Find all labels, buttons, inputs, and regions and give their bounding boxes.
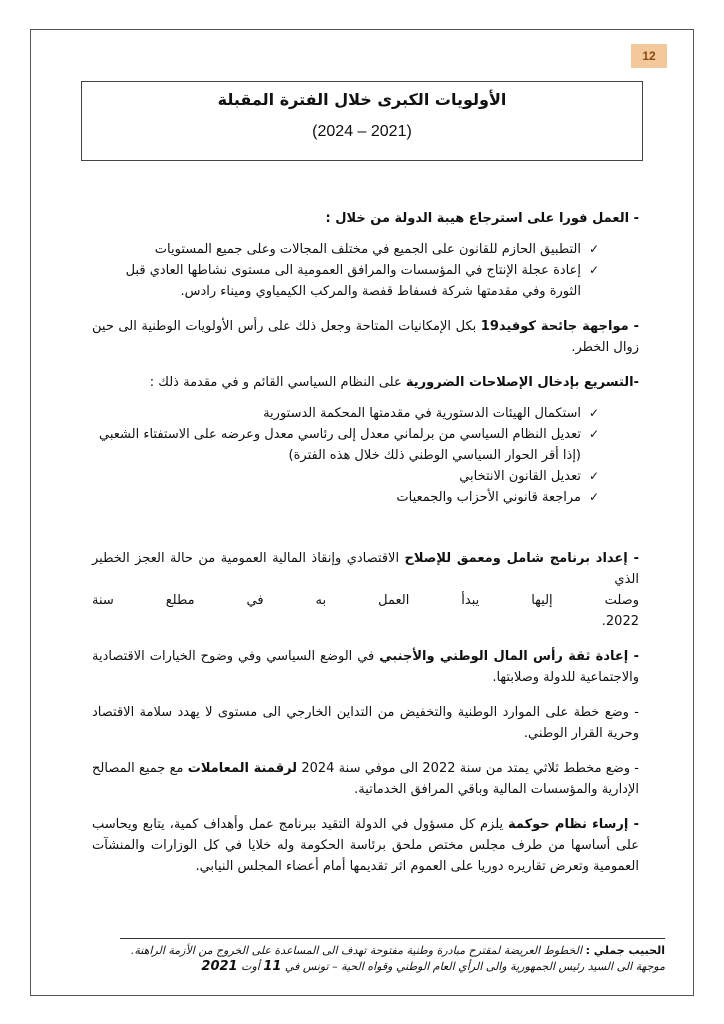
- check-icon: ✓: [588, 427, 599, 441]
- check-icon: ✓: [588, 263, 599, 277]
- section-reform-program: - إعداد برنامج شامل ومعمق للإصلاح الاقتصادي وإنقاذ المالية العمومية من حالة العجز الخطير الذي: [92, 551, 639, 587]
- reforms-list: [92, 403, 639, 508]
- list-item: ✓ تعديل القانون الانتخابي: [92, 466, 599, 487]
- state-authority-list: [92, 239, 639, 302]
- section-reform-program-line3: 2022.: [601, 614, 639, 629]
- section-governance: - إرساء نظام حوكمة يلزم كل مسؤول في الدولة التقيد ببرنامج عمل وأهداف كمية، يتابع ويحاسب على أساسها من طرف مجلس مختص ملحق برئاسة الحكومة وله خلايا في كل الوزارات والمنشآت العمومية وتعرض تقاريره دوريا على العموم اثر تقديمها أمام أعضاء المجلس النيابي.: [92, 817, 640, 874]
- section-reforms: -التسريع بإدخال الإصلاحات الضرورية على النظام السياسي القائم و في مقدمة ذلك :: [149, 375, 639, 390]
- section-heading-state-authority: - العمل فورا على استرجاع هيبة الدولة من خلال :: [325, 211, 639, 226]
- list-item: ✓ استكمال الهيئات الدستورية في مقدمتها المحكمة الدستورية: [92, 403, 599, 424]
- check-icon: ✓: [588, 406, 599, 420]
- section-reform-program-line2: وصلت إليها يبدأ العمل به في مطلع سنة: [92, 593, 639, 608]
- footer-line-2: موجهة الى السيد رئيس الجمهورية والى الرأي العام الوطني وقواه الحية – تونس في 11 أوت 2021: [201, 959, 665, 974]
- section-covid: - مواجهة جائحة كوفيد19 بكل الإمكانيات المتاحة وجعل ذلك على رأس الأولويات الوطنية الى حين زوال الخطر.: [92, 319, 639, 355]
- section-external-debt: - وضع خطة على الموارد الوطنية والتخفيض من التداين الخارجي الى مستوى لا يهدد سلامة الاقتصاد وحرية القرار الوطني.: [92, 705, 639, 741]
- check-icon: ✓: [588, 469, 599, 483]
- section-capital-trust: - إعادة ثقة رأس المال الوطني والأجنبي في الوضع السياسي وفي وضوح الخيارات الاقتصادية والاجتماعية للدولة وصلابتها.: [92, 649, 639, 685]
- page-number: 12: [631, 44, 667, 68]
- title-box: [81, 81, 643, 161]
- check-icon: ✓: [588, 490, 599, 504]
- section-digitization: - وضع مخطط ثلاثي يمتد من سنة 2022 الى موفي سنة 2024 لرقمنة المعاملات مع جميع المصالح الإدارية والمؤسسات المالية وباقي المرافق الخدماتية.: [92, 761, 639, 797]
- list-item: ✓ تعديل النظام السياسي من برلماني معدل إلى رئاسي معدل وعرضه على الاستفتاء الشعبي (إذا أقر الحوار السياسي الوطني ذلك خلال هذه الفترة): [92, 424, 599, 466]
- check-icon: ✓: [588, 242, 599, 256]
- list-item: ✓ إعادة عجلة الإنتاج في المؤسسات والمرافق العمومية الى مستوى نشاطها العادي قبل الثورة وفي مقدمتها شركة فسفاط قفصة والمركب الكيمياوي وميناء رادس.: [92, 260, 599, 302]
- page-footer: [120, 938, 665, 975]
- footer-divider: [120, 938, 665, 939]
- list-item: ✓ التطبيق الحازم للقانون على الجميع في مختلف المجالات وعلى جميع المستويات: [92, 239, 599, 260]
- title-years: (2024 – 2021): [312, 123, 412, 140]
- list-item: ✓ مراجعة قانوني الأحزاب والجمعيات: [92, 487, 599, 508]
- document-body: [92, 208, 639, 877]
- footer-line-1: الحبيب جملي : الخطوط العريضة لمقترح مبادرة وطنية مفتوحة تهدف الى المساعدة على الخروج من الأزمة الراهنة.: [130, 944, 665, 957]
- document-title: الأولويات الكبرى خلال الفترة المقبلة: [217, 90, 507, 109]
